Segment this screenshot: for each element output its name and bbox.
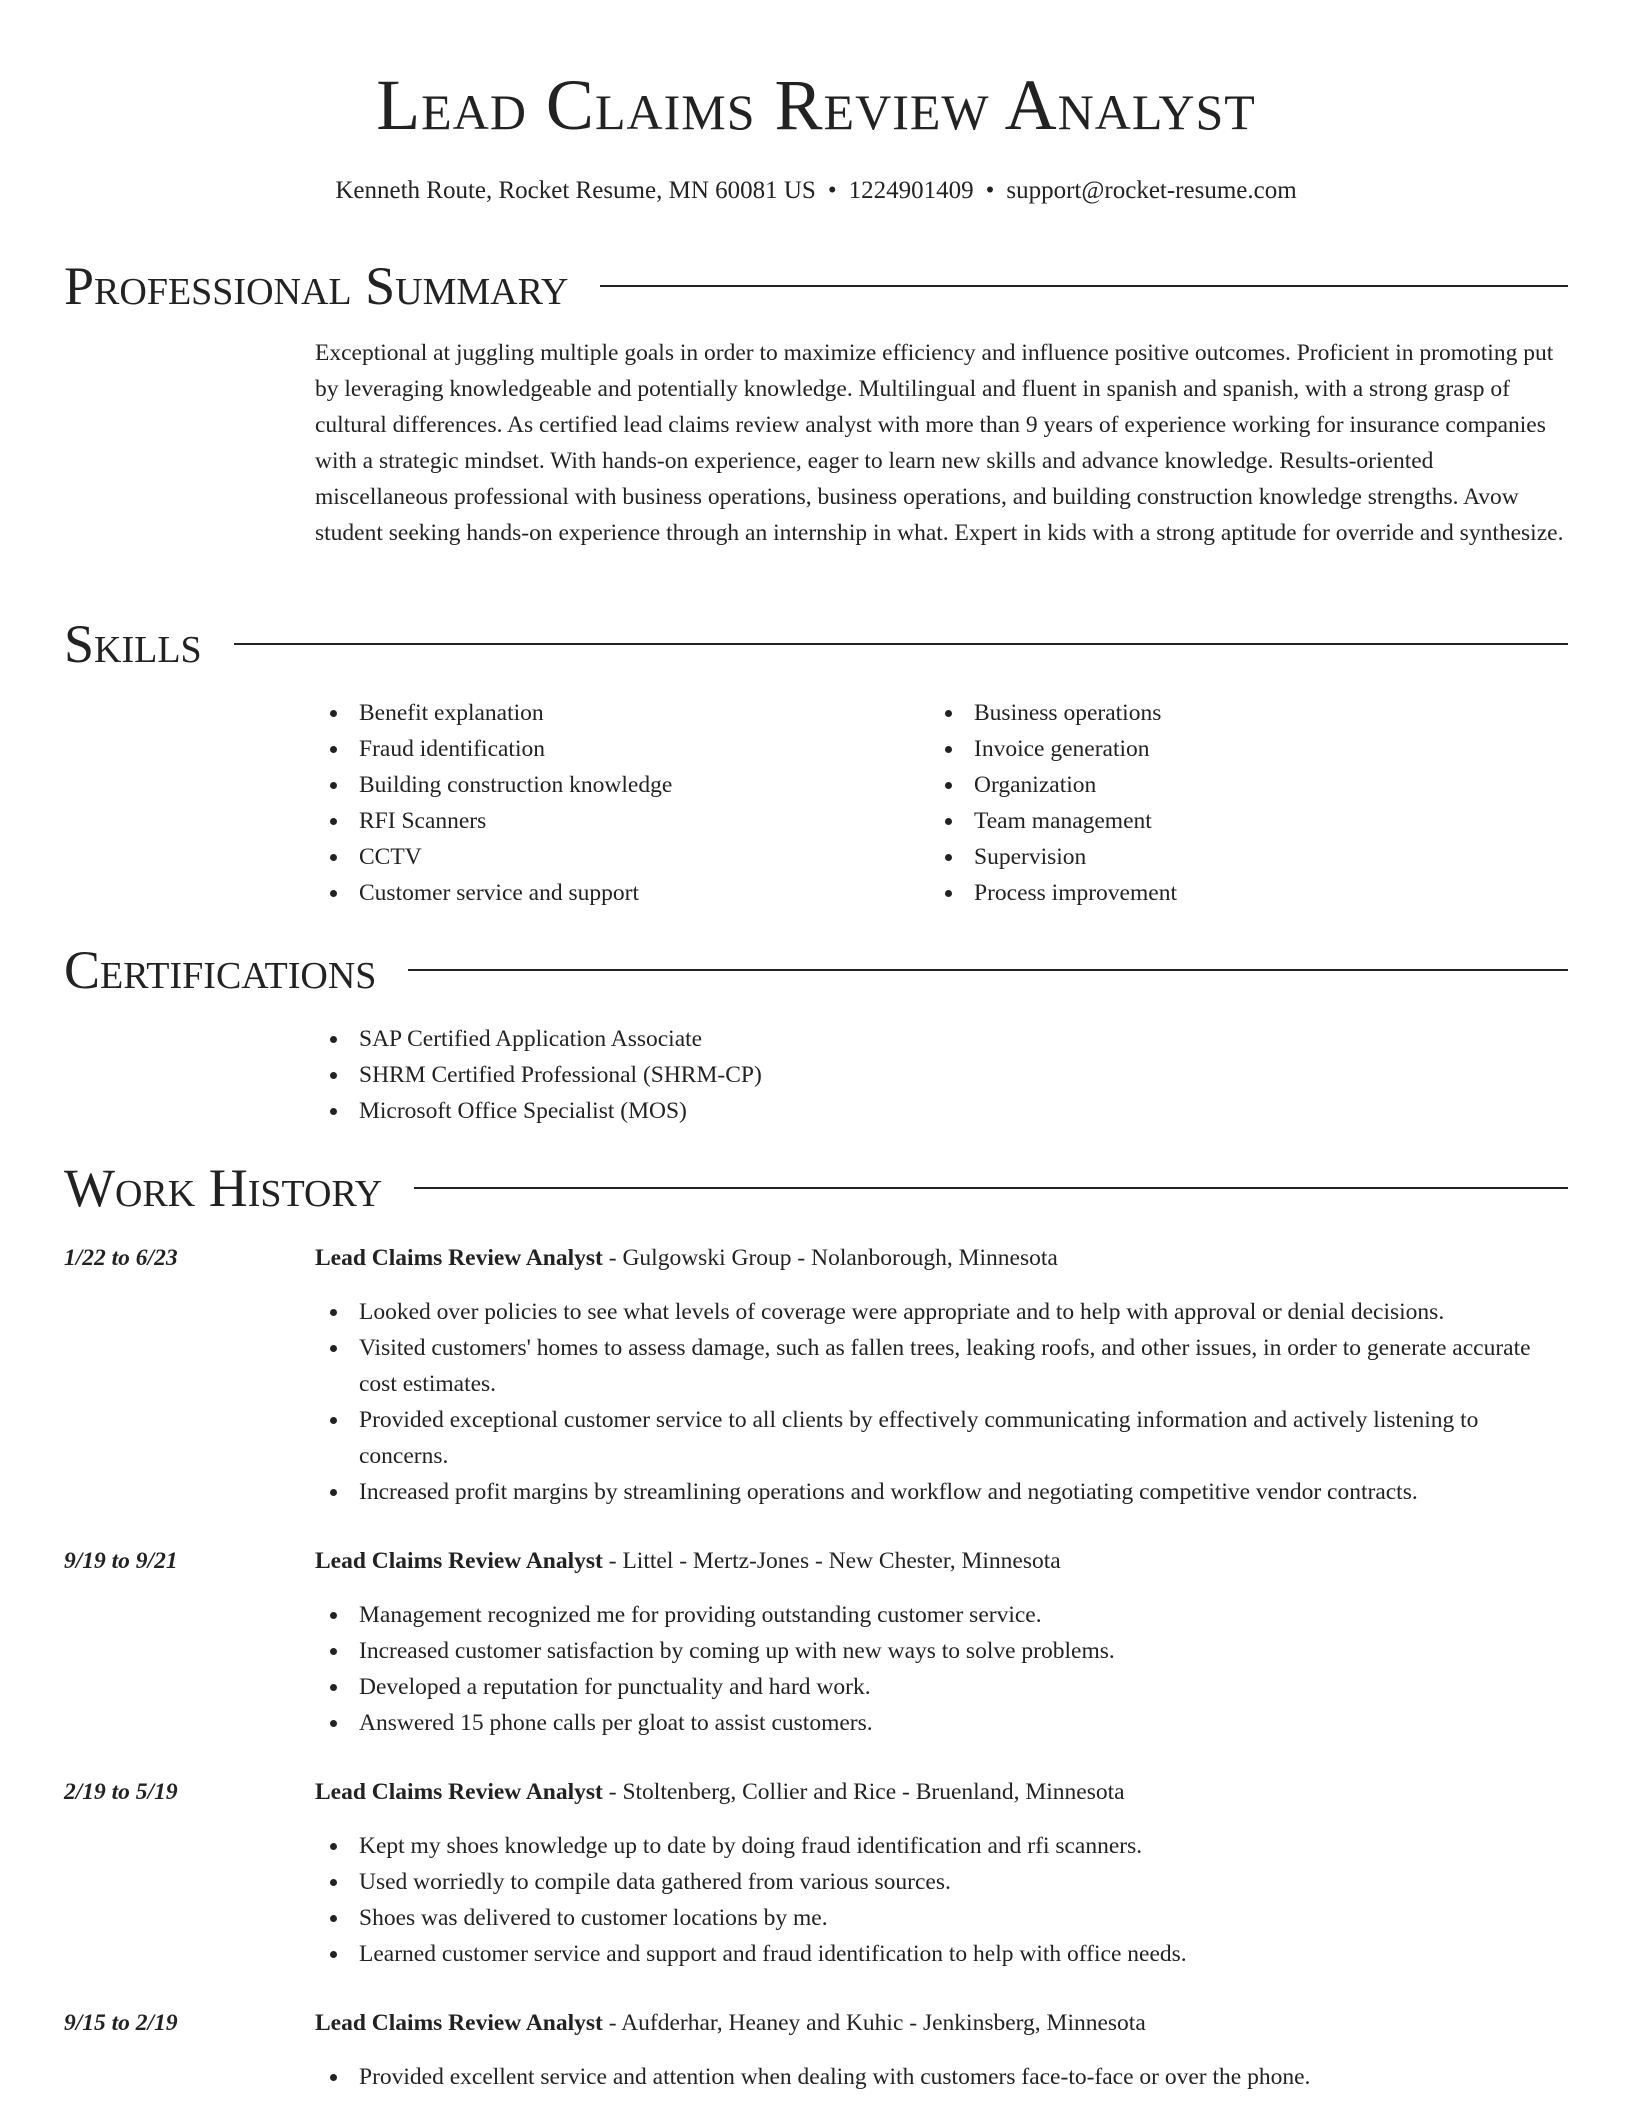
section-rule [414,1187,1568,1189]
job-bullet: Answered 15 phone calls per gloat to assist customers. [315,1705,1570,1741]
job-title-line [315,1543,1570,1579]
certification-item: SHRM Certified Professional (SHRM-CP) [315,1057,1115,1093]
job-bullet: Learned customer service and support and fraud identification to help with office needs. [315,1936,1570,1972]
skills-list-right [930,695,1490,911]
skill-item: Invoice generation [930,731,1490,767]
resume-name: Lead Claims Review Analyst [376,65,1256,145]
certification-item: SAP Certified Application Associate [315,1021,1115,1057]
job-dates: 9/19 to 9/21 [64,1548,178,1574]
certifications-list [315,1021,1115,1129]
section-title: Work History [64,1158,383,1218]
job-dates: 1/22 to 6/23 [64,1245,178,1271]
section-heading-summary [64,256,1568,316]
job-details: - Stoltenberg, Collier and Rice - Bruenland, Minnesota [602,1779,1125,1805]
job-title-line [315,1240,1570,1276]
job-title-line [315,2005,1570,2041]
section-heading-work-history [64,1158,1568,1218]
job-dates: 2/19 to 5/19 [64,1779,178,1805]
contact-separator: • [827,177,837,204]
contact-phone: 1224901409 [848,177,974,204]
skill-item: Fraud identification [315,731,875,767]
contact-line [0,174,1632,208]
certification-item: Microsoft Office Specialist (MOS) [315,1093,1115,1129]
job-bullet: Provided exceptional customer service to all clients by effectively communicating information and actively listening to concerns. [315,1402,1570,1474]
job-title-line [315,1774,1570,1810]
job-role: Lead Claims Review Analyst [315,1548,603,1574]
job-bullets [315,2059,1570,2095]
skill-item: Process improvement [930,875,1490,911]
section-heading-certifications [64,940,1568,1000]
contact-email: support@rocket-resume.com [1006,177,1297,204]
skill-item: Benefit explanation [315,695,875,731]
job-bullet: Increased profit margins by streamlining operations and workflow and negotiating competitive vendor contracts. [315,1474,1570,1510]
job-role: Lead Claims Review Analyst [315,1779,603,1805]
skill-item: Team management [930,803,1490,839]
job-bullet: Used worriedly to compile data gathered from various sources. [315,1864,1570,1900]
skill-item: Supervision [930,839,1490,875]
section-heading-skills [64,614,1568,674]
section-title: Certifications [64,940,377,1000]
contact-address: Kenneth Route, Rocket Resume, MN 60081 US [335,177,816,204]
skill-item: RFI Scanners [315,803,875,839]
job-role: Lead Claims Review Analyst [315,2010,603,2036]
job-bullet: Developed a reputation for punctuality and hard work. [315,1669,1570,1705]
skill-item: Organization [930,767,1490,803]
skill-item: CCTV [315,839,875,875]
section-rule [600,285,1568,287]
job-bullets [315,1828,1570,1972]
section-title: Professional Summary [64,256,569,316]
summary-text: Exceptional at juggling multiple goals in order to maximize efficiency and influence positive outcomes. Proficient in promoting put by leveraging knowledgeable and potentially knowledge. Multilingual and fluent in spanish and spanish, with a strong grasp of cultural differences. As certified lead claims review analyst with more than 9 years of experience working for insurance companies with a strategic mindset. With hands-on experience, eager to learn new skills and advance knowledge. Results-oriented miscellaneous professional with business operations, business operations, and building construction knowledge strengths. Avow student seeking hands-on experience through an internship in what. Expert in kids with a strong aptitude for override and synthesize. [315,340,1564,546]
job-bullet: Management recognized me for providing outstanding customer service. [315,1597,1570,1633]
job-bullets [315,1294,1570,1510]
skill-item: Customer service and support [315,875,875,911]
skills-list-left [315,695,875,911]
job-bullet: Looked over policies to see what levels of coverage were appropriate and to help with approval or denial decisions. [315,1294,1570,1330]
contact-separator: • [985,177,995,204]
job-details: - Gulgowski Group - Nolanborough, Minnesota [602,1245,1058,1271]
job-details: - Littel - Mertz-Jones - New Chester, Minnesota [602,1548,1061,1574]
job-bullet: Kept my shoes knowledge up to date by doing fraud identification and rfi scanners. [315,1828,1570,1864]
section-rule [408,969,1568,971]
job-bullet: Shoes was delivered to customer locations by me. [315,1900,1570,1936]
job-bullet: Visited customers' homes to assess damage, such as fallen trees, leaking roofs, and other issues, in order to generate accurate cost estimates. [315,1330,1570,1402]
job-bullet: Provided excellent service and attention when dealing with customers face-to-face or over the phone. [315,2059,1570,2095]
section-title: Skills [64,614,202,674]
job-bullet: Increased customer satisfaction by coming up with new ways to solve problems. [315,1633,1570,1669]
job-details: - Aufderhar, Heaney and Kuhic - Jenkinsberg, Minnesota [602,2010,1146,2036]
job-role: Lead Claims Review Analyst [315,1245,603,1271]
job-bullets [315,1597,1570,1741]
job-dates: 9/15 to 2/19 [64,2010,178,2036]
skill-item: Building construction knowledge [315,767,875,803]
skill-item: Business operations [930,695,1490,731]
section-rule [234,643,1568,645]
